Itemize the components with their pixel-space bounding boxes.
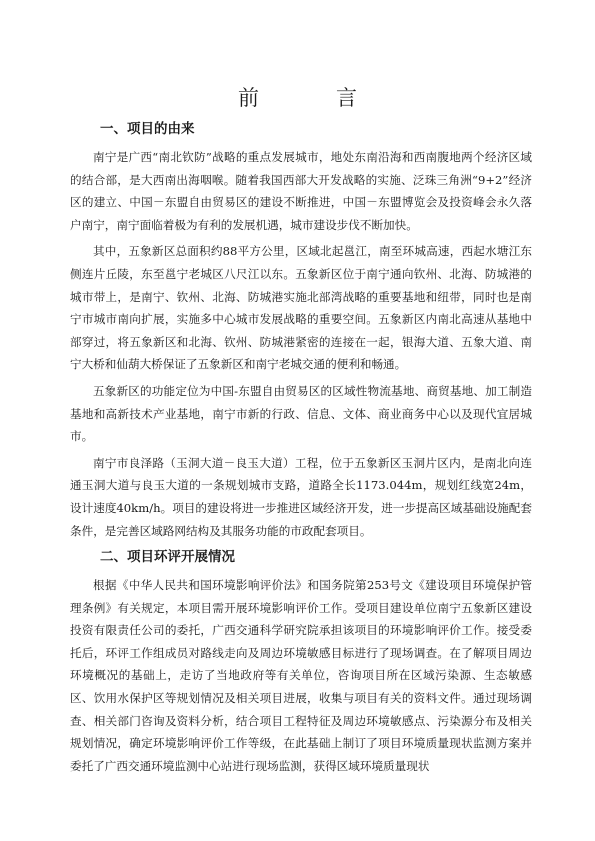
section-eia-progress: [70, 546, 532, 777]
paragraph: 五象新区的功能定位为中国-东盟自由贸易区的区域性物流基地、商贸基地、加工制造基地和高新技术产业基地，南宁市新的行政、信息、文体、商业商务中心以及现代宜居城市。: [70, 383, 532, 444]
document-body: [70, 118, 532, 781]
document-title: 前 言: [238, 86, 385, 110]
paragraph: 南宁是广西“南北钦防”战略的重点发展城市，地处东南沿海和西南腹地两个经济区域的结合部，是大西南出海咽喉。随着我国西部大开发战略的实施、泛珠三角洲“9+2”经济区的建立、中国－东盟自由贸易区的建设不断推进，中国－东盟博览会及投资峰会永久落户南宁，南宁面临着极为有利的发展机遇，城市建设步伐不断加快。: [70, 150, 532, 232]
section-heading: 二、项目环评开展情况: [100, 549, 235, 566]
paragraph: 南宁市良泽路（玉洞大道－良玉大道）工程，位于五象新区玉洞片区内，是南北向连通玉洞大道与良玉大道的一条规划城市支路，道路全长1173.044m，规划红线宽24m，设计速度40km/h。项目的建设将进一步推进区域经济开发，进一步提高区域基础设施配套条件，是完善区域路网结构及其服务功能的市政配套项目。: [70, 455, 532, 538]
section-origin: [70, 118, 532, 542]
paragraph: 根据《中华人民共和国环境影响评价法》和国务院第253号文《建设项目环境保护管理条例》有关规定，本项目需开展环境影响评价工作。受项目建设单位南宁五象新区建设投资有限责任公司的委托，广西交通科学研究院承担该项目的环境影响评价工作。接受委托后，环评工作组成员对路线走向及周边环境敏感目标进行了现场调查。在了解项目周边环境概况的基础上，走访了当地政府等有关单位，咨询项目所在区域污染源、生态敏感区、饮用水保护区等规划情况及相关项目进展，收集与项目有关的资料文件。通过现场调查、相关部门咨询及资料分析，结合项目工程特征及周边环境敏感点、污染源分布及相关规划情况，确定环境影响评价工作等级，在此基础上制订了项目环境质量现状监测方案并委托了广西交通环境监测中心站进行现场监测，获得区域环境质量现状: [70, 578, 532, 773]
section-heading: 一、项目的由来: [100, 121, 195, 137]
paragraph: 其中，五象新区总面积约88平方公里，区域北起邕江，南至环城高速，西起水塘江东侧连片丘陵，东至邕宁老城区八尺江以东。五象新区位于南宁通向钦州、北海、防城港的城市带上，是南宁、钦州、北海、防城港实施北部湾战略的重要基地和纽带，同时也是南宁市城市南向扩展，实施多中心城市发展战略的重要空间。五象新区内南北高速从基地中部穿过，将五象新区和北海、钦州、防城港紧密的连接在一起，银海大道、五象大道、南宁大桥和仙葫大桥保证了五象新区和南宁老城交通的便利和畅通。: [70, 244, 532, 372]
